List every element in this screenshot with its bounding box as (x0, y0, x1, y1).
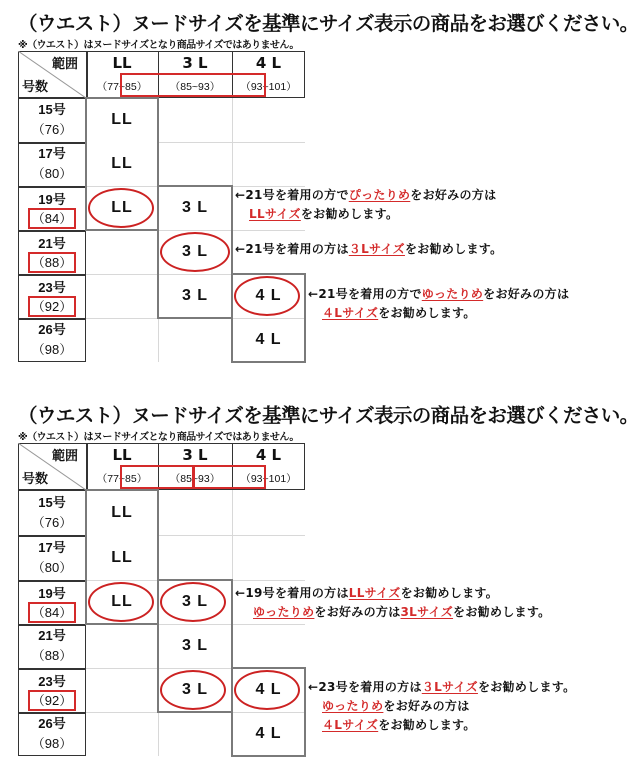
highlight-ellipse-3l (160, 232, 230, 272)
row-label-26 (18, 712, 86, 756)
column-header-4l: 4 L (255, 446, 282, 464)
row-number: 26号 (38, 716, 66, 731)
chart-subtitle: ※（ウエスト）はヌードサイズとなり商品サイズではありません。 (18, 432, 299, 443)
column-range-4l: （93~101） (240, 80, 297, 93)
corner-label-range: 範囲 (52, 449, 79, 464)
size-cell: LL (111, 593, 133, 610)
recommendation-note-2: ←23号を着用の方は３Lサイズをお勧めします。 ゆったりめをお好みの方は ４Lサイズをお勧めします。 (308, 680, 576, 732)
chart-title: （ウエスト）ヌードサイズを基準にサイズ表示の商品をお選びください。 (18, 12, 639, 35)
size-cell: 3 L (181, 243, 209, 260)
row-label-17 (18, 142, 86, 186)
size-cell: 4 L (255, 287, 282, 304)
row-number: 21号 (38, 235, 66, 251)
row-number: 15号 (38, 102, 66, 117)
recommendation-note-3: ←21号を着用の方でゆったりめをお好みの方は ４Lサイズをお勧めします。 (308, 287, 570, 320)
highlight-ellipse-4l (234, 276, 300, 316)
corner-label-range: 範囲 (52, 57, 79, 72)
row-waist-highlighted: （92） (31, 692, 73, 708)
row-label-19 (18, 186, 86, 230)
row-waist: （80） (31, 166, 73, 181)
size-cell: 3 L (181, 199, 209, 216)
row-label-21 (18, 230, 86, 274)
column-range-3l: （85~93） (169, 472, 221, 485)
column-header-ll: LL (112, 54, 132, 72)
row-label-15 (18, 490, 86, 535)
row-waist-highlighted: （84） (31, 210, 73, 226)
row-number: 15号 (38, 494, 66, 510)
row-number: 21号 (38, 628, 66, 643)
size-cell: LL (111, 111, 133, 128)
row-label-15 (18, 98, 86, 142)
range-highlight-box (120, 73, 266, 97)
row-waist: （98） (31, 342, 73, 357)
row-waist: （98） (31, 736, 73, 751)
size-cell: LL (111, 199, 133, 216)
corner-label-number: 号数 (22, 472, 49, 487)
size-cell: LL (111, 548, 133, 566)
row-waist: （76） (31, 514, 73, 530)
row-label-23 (18, 274, 86, 318)
size-cell: 4 L (255, 681, 282, 698)
size-cell: 3 L (181, 593, 209, 610)
range-highlight-box-right (193, 465, 266, 489)
size-cell: 3 L (181, 287, 209, 304)
corner-label-number: 号数 (22, 80, 49, 95)
size-cell: 4 L (255, 725, 282, 742)
row-waist-highlighted: （88） (31, 254, 73, 270)
size-cell: 3 L (181, 681, 209, 698)
size-cell: LL (111, 155, 133, 172)
row-waist: （88） (31, 648, 73, 663)
recommendation-note-1: ←21号を着用の方でぴったりめをお好みの方は LLサイズをお勧めします。 (235, 188, 497, 221)
row-number: 26号 (38, 322, 66, 337)
column-header-3l: 3 L (182, 54, 208, 72)
row-waist-highlighted: （92） (31, 298, 73, 314)
highlight-ellipse-ll (88, 188, 154, 228)
size-cell: 3 L (181, 637, 209, 654)
row-waist-highlighted: （84） (31, 604, 73, 620)
chart-title: （ウエスト）ヌードサイズを基準にサイズ表示の商品をお選びください。 (18, 404, 639, 427)
row-label-19 (18, 580, 86, 624)
row-number: 23号 (38, 279, 66, 295)
row-label-21 (18, 624, 86, 668)
size-cell: LL (111, 503, 133, 521)
row-label-17 (18, 535, 86, 580)
column-range-4l: （93~101） (240, 472, 297, 485)
highlight-ellipse-4l (234, 670, 300, 710)
column-header-ll: LL (112, 446, 132, 464)
row-waist: （80） (31, 559, 73, 575)
row-waist: （76） (31, 122, 73, 137)
column-range-ll: （77~85） (96, 472, 148, 485)
size-cell: 4 L (255, 331, 282, 348)
column-header-4l: 4 L (255, 54, 282, 72)
row-number: 19号 (38, 191, 66, 207)
column-range-3l: （85~93） (169, 80, 221, 93)
row-number: 23号 (38, 673, 66, 689)
row-label-23 (18, 668, 86, 712)
chart-subtitle: ※（ウエスト）はヌードサイズとなり商品サイズではありません。 (18, 40, 299, 51)
highlight-ellipse-ll (88, 582, 154, 622)
recommendation-note-2: ←21号を着用の方は３Lサイズをお勧めします。 (235, 242, 503, 256)
row-number: 17号 (38, 146, 66, 161)
row-number: 19号 (38, 585, 66, 601)
row-label-26 (18, 318, 86, 362)
highlight-ellipse-3l (160, 670, 226, 710)
column-header-3l: 3 L (182, 446, 208, 464)
row-number: 17号 (38, 539, 66, 555)
recommendation-note-1: ←19号を着用の方はLLサイズをお勧めします。 ゆったりめをお好みの方は3Lサイズをお勧めします。 (235, 586, 551, 619)
column-range-ll: （77~85） (96, 80, 148, 93)
highlight-ellipse-3l (160, 582, 226, 622)
range-highlight-box-left (120, 465, 194, 489)
